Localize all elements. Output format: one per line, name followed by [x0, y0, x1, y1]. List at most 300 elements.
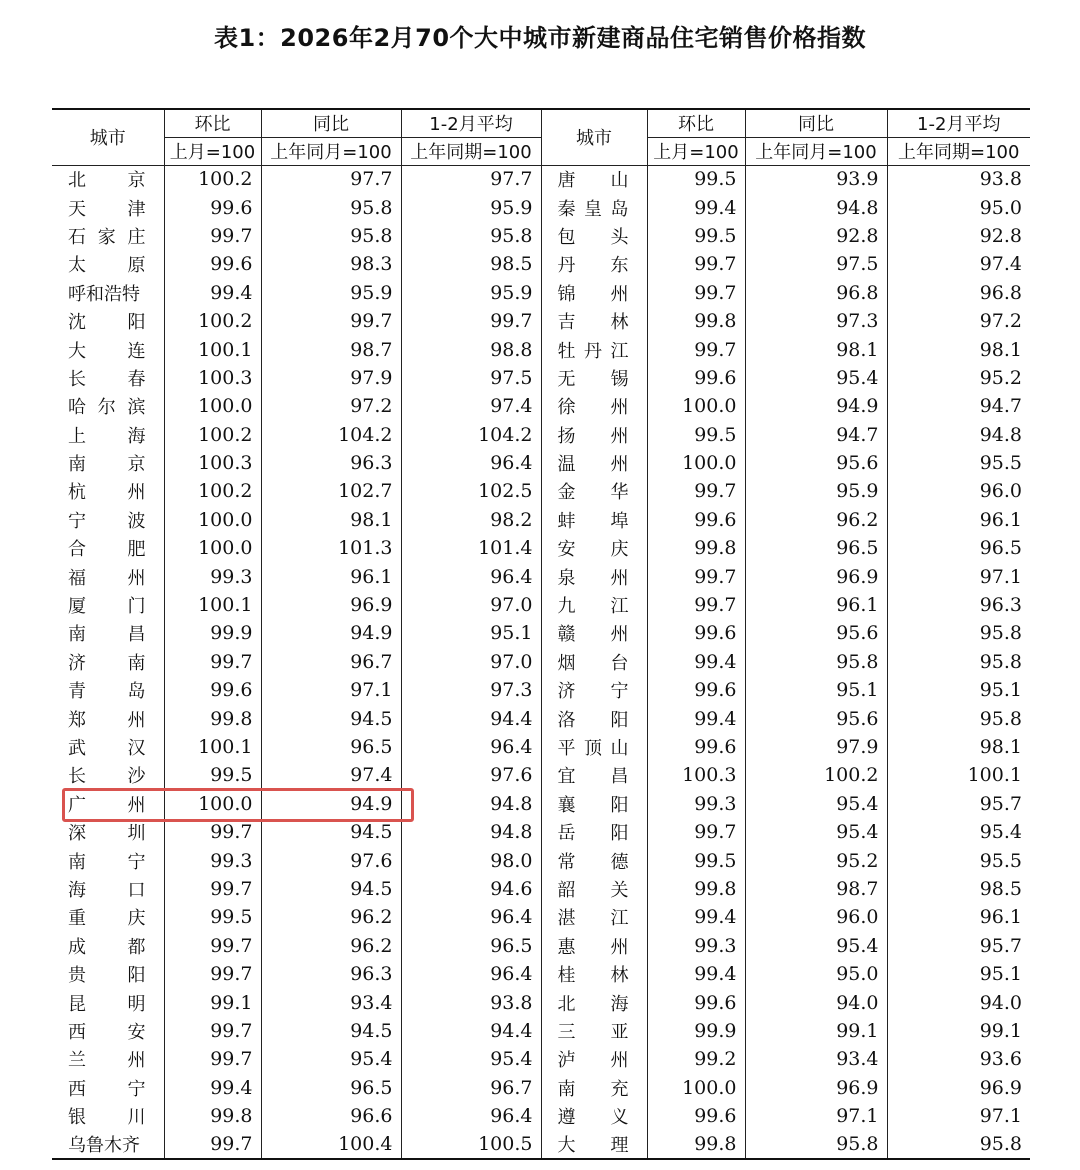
mom-value: 99.7 [647, 591, 745, 619]
city-name-cell [52, 165, 164, 193]
city-name: 大 连 [68, 340, 146, 362]
city-name-cell [541, 591, 647, 619]
yoy-value: 97.7 [261, 165, 401, 193]
mom-value: 99.7 [647, 250, 745, 278]
avg-value: 97.0 [401, 648, 541, 676]
city-name: 平 顶 山 [557, 738, 629, 759]
table-row [52, 1130, 1030, 1158]
yoy-value: 96.9 [745, 1074, 887, 1102]
mom-value: 99.6 [647, 1102, 745, 1130]
mom-value: 100.3 [164, 364, 261, 392]
city-name: 深 圳 [68, 823, 146, 845]
city-name: 济 南 [68, 652, 146, 674]
yoy-value: 95.8 [261, 193, 401, 221]
mom-value: 99.6 [647, 733, 745, 761]
yoy-value: 94.5 [261, 818, 401, 846]
city-name-cell [52, 449, 164, 477]
table-row [52, 988, 1030, 1016]
city-name: 乌 鲁 木 齐 [68, 1134, 140, 1156]
city-name-cell [52, 193, 164, 221]
table-row [52, 364, 1030, 392]
city-name: 武 汉 [68, 738, 146, 759]
city-name: 丹 东 [557, 255, 629, 277]
yoy-base-left: 上年同月=100 [261, 137, 401, 165]
city-name-cell [52, 1130, 164, 1158]
table-row [52, 960, 1030, 988]
avg-value: 95.2 [887, 364, 1030, 392]
yoy-value: 95.4 [745, 790, 887, 818]
city-name-cell [541, 704, 647, 732]
yoy-value: 96.2 [261, 932, 401, 960]
avg-value: 96.5 [887, 534, 1030, 562]
avg-value: 96.8 [887, 279, 1030, 307]
avg-value: 95.7 [887, 932, 1030, 960]
mom-value: 99.7 [647, 562, 745, 590]
table-row [52, 648, 1030, 676]
avg-value: 94.8 [887, 421, 1030, 449]
mom-value: 100.0 [647, 449, 745, 477]
city-name-cell [52, 932, 164, 960]
yoy-value: 94.7 [745, 421, 887, 449]
yoy-value: 97.4 [261, 761, 401, 789]
city-name-cell [52, 1017, 164, 1045]
mom-value: 99.7 [647, 279, 745, 307]
avg-value: 96.4 [401, 1102, 541, 1130]
yoy-value: 104.2 [261, 421, 401, 449]
avg-value: 96.4 [401, 449, 541, 477]
mom-value: 99.5 [164, 761, 261, 789]
yoy-value: 96.6 [261, 1102, 401, 1130]
city-name: 岳 阳 [557, 823, 629, 845]
avg-value: 98.5 [401, 250, 541, 278]
yoy-value: 95.8 [261, 222, 401, 250]
city-name: 扬 州 [557, 425, 629, 447]
city-name-cell [52, 903, 164, 931]
city-name: 秦 皇 岛 [557, 198, 629, 220]
city-name-cell [541, 790, 647, 818]
mom-value: 99.6 [647, 506, 745, 534]
avg-value: 101.4 [401, 534, 541, 562]
city-name-cell [541, 903, 647, 931]
avg-value: 96.3 [887, 591, 1030, 619]
city-name: 杭 州 [68, 482, 146, 504]
city-name-cell [541, 364, 647, 392]
yoy-value: 94.9 [745, 392, 887, 420]
table-row [52, 193, 1030, 221]
city-name: 兰 州 [68, 1050, 146, 1072]
table-row [52, 165, 1030, 193]
yoy-value: 95.4 [745, 364, 887, 392]
avg-value: 98.1 [887, 733, 1030, 761]
avg-value: 96.1 [887, 506, 1030, 534]
city-name: 沈 阳 [68, 312, 146, 334]
avg-value: 94.4 [401, 704, 541, 732]
mom-value: 100.0 [164, 790, 261, 818]
mom-value: 99.3 [647, 932, 745, 960]
city-name-cell [52, 648, 164, 676]
yoy-value: 96.5 [745, 534, 887, 562]
avg-value: 95.9 [401, 193, 541, 221]
city-name-cell [541, 279, 647, 307]
table-title: 表1：2026年2月70个大中城市新建商品住宅销售价格指数 [213, 24, 867, 52]
mom-value: 100.2 [164, 421, 261, 449]
yoy-value: 96.3 [261, 449, 401, 477]
avg-value: 98.0 [401, 846, 541, 874]
mom-value: 100.2 [164, 165, 261, 193]
city-name-cell [541, 1017, 647, 1045]
city-name: 韶 关 [557, 879, 629, 901]
mom-value: 99.5 [647, 421, 745, 449]
mom-value: 99.5 [647, 222, 745, 250]
yoy-value: 93.9 [745, 165, 887, 193]
mom-value: 99.6 [164, 250, 261, 278]
mom-value: 99.4 [164, 279, 261, 307]
avg-value: 99.7 [401, 307, 541, 335]
table-row [52, 1074, 1030, 1102]
mom-value: 99.3 [647, 790, 745, 818]
yoy-value: 97.9 [745, 733, 887, 761]
city-name-cell [541, 619, 647, 647]
mom-value: 99.8 [647, 534, 745, 562]
mom-value: 99.7 [164, 875, 261, 903]
city-name-cell [541, 506, 647, 534]
yoy-value: 95.4 [745, 932, 887, 960]
avg-value: 98.8 [401, 335, 541, 363]
avg-value: 97.0 [401, 591, 541, 619]
yoy-value: 93.4 [261, 988, 401, 1016]
mom-value: 99.8 [164, 704, 261, 732]
table-row [52, 932, 1030, 960]
avg-value: 95.1 [401, 619, 541, 647]
yoy-value: 95.0 [745, 960, 887, 988]
table-row [52, 250, 1030, 278]
city-name-cell [541, 222, 647, 250]
city-name-cell [52, 477, 164, 505]
yoy-value: 95.6 [745, 619, 887, 647]
city-name-cell [541, 335, 647, 363]
table-row [52, 704, 1030, 732]
yoy-value: 97.3 [745, 307, 887, 335]
avg-value: 100.1 [887, 761, 1030, 789]
avg-value: 95.8 [887, 1130, 1030, 1158]
city-name: 济 宁 [557, 681, 629, 703]
yoy-value: 94.0 [745, 988, 887, 1016]
city-name: 湛 江 [557, 908, 629, 930]
mom-value: 99.9 [647, 1017, 745, 1045]
city-name: 北 京 [68, 170, 146, 192]
avg-value: 96.1 [887, 903, 1030, 931]
yoy-value: 94.5 [261, 875, 401, 903]
city-name: 金 华 [557, 482, 629, 504]
mom-value: 99.4 [164, 1074, 261, 1102]
avg-value: 94.4 [401, 1017, 541, 1045]
yoy-value: 95.4 [261, 1045, 401, 1073]
mom-header-right: 环比 [647, 109, 745, 137]
city-name: 南 宁 [68, 851, 146, 873]
mom-value: 100.0 [164, 506, 261, 534]
yoy-value: 98.1 [745, 335, 887, 363]
table-row [52, 534, 1030, 562]
city-name: 西 安 [68, 1021, 146, 1043]
avg-value: 95.1 [887, 676, 1030, 704]
city-name-cell [52, 960, 164, 988]
mom-value: 99.6 [164, 676, 261, 704]
yoy-value: 100.2 [745, 761, 887, 789]
city-name: 常 德 [557, 851, 629, 873]
table-row [52, 818, 1030, 846]
mom-value: 99.7 [164, 648, 261, 676]
mom-value: 100.0 [647, 1074, 745, 1102]
city-name-cell [52, 279, 164, 307]
city-name-cell [52, 591, 164, 619]
city-name: 海 口 [68, 879, 146, 901]
city-name-cell [52, 506, 164, 534]
avg-value: 95.8 [401, 222, 541, 250]
mom-value: 100.1 [164, 335, 261, 363]
avg-value: 96.4 [401, 562, 541, 590]
mom-value: 99.8 [647, 307, 745, 335]
city-name: 泉 州 [557, 567, 629, 589]
city-name-cell [541, 846, 647, 874]
table-row [52, 903, 1030, 931]
avg-header-right: 1-2月平均 [887, 109, 1030, 137]
city-name: 桂 林 [557, 965, 629, 987]
avg-value: 97.4 [401, 392, 541, 420]
city-name: 西 宁 [68, 1078, 146, 1100]
avg-value: 99.1 [887, 1017, 1030, 1045]
mom-value: 99.6 [647, 619, 745, 647]
city-name-cell [541, 449, 647, 477]
city-name: 石 家 庄 [68, 226, 146, 248]
yoy-value: 99.7 [261, 307, 401, 335]
yoy-value: 98.7 [261, 335, 401, 363]
city-name-cell [541, 676, 647, 704]
yoy-value: 96.1 [261, 562, 401, 590]
avg-value: 98.5 [887, 875, 1030, 903]
yoy-header-right: 同比 [745, 109, 887, 137]
table-row [52, 392, 1030, 420]
yoy-value: 95.9 [745, 477, 887, 505]
city-name: 贵 阳 [68, 965, 146, 987]
yoy-value: 96.0 [745, 903, 887, 931]
city-name-cell [541, 818, 647, 846]
yoy-value: 94.5 [261, 1017, 401, 1045]
avg-value: 96.5 [401, 932, 541, 960]
city-name: 长 沙 [68, 766, 146, 788]
city-name: 惠 州 [557, 936, 629, 958]
mom-value: 99.6 [647, 364, 745, 392]
city-name: 福 州 [68, 567, 146, 589]
city-name-cell [52, 676, 164, 704]
city-name: 昆 明 [68, 993, 146, 1015]
avg-value: 97.1 [887, 562, 1030, 590]
city-name: 洛 阳 [557, 709, 629, 731]
yoy-value: 97.1 [261, 676, 401, 704]
city-name-cell [541, 875, 647, 903]
avg-value: 97.7 [401, 165, 541, 193]
table-row [52, 506, 1030, 534]
city-name-cell [541, 1130, 647, 1158]
city-name: 襄 阳 [557, 794, 629, 816]
city-name-cell [541, 421, 647, 449]
avg-value: 95.4 [401, 1045, 541, 1073]
mom-base-left: 上月=100 [164, 137, 261, 165]
city-name-cell [541, 932, 647, 960]
yoy-value: 96.1 [745, 591, 887, 619]
mom-value: 99.4 [647, 193, 745, 221]
mom-value: 100.0 [164, 534, 261, 562]
mom-value: 99.6 [647, 676, 745, 704]
city-name-cell [52, 1045, 164, 1073]
city-name: 锦 州 [557, 283, 629, 305]
city-name: 泸 州 [557, 1050, 629, 1072]
avg-value: 104.2 [401, 421, 541, 449]
table-row [52, 222, 1030, 250]
avg-value: 94.8 [401, 790, 541, 818]
city-name: 长 春 [68, 368, 146, 390]
city-name: 温 州 [557, 454, 629, 476]
city-name-cell [541, 1045, 647, 1073]
yoy-value: 96.2 [261, 903, 401, 931]
mom-value: 99.6 [164, 193, 261, 221]
table-body [52, 165, 1030, 1159]
mom-value: 99.5 [647, 165, 745, 193]
city-name-cell [541, 733, 647, 761]
mom-value: 100.2 [164, 477, 261, 505]
mom-value: 99.4 [647, 903, 745, 931]
city-name: 郑 州 [68, 709, 146, 731]
avg-value: 96.9 [887, 1074, 1030, 1102]
city-name-cell [541, 534, 647, 562]
city-name: 九 江 [557, 596, 629, 618]
yoy-value: 101.3 [261, 534, 401, 562]
city-name: 青 岛 [68, 681, 146, 703]
avg-value: 95.5 [887, 449, 1030, 477]
city-name-cell [52, 392, 164, 420]
table-row [52, 733, 1030, 761]
yoy-value: 97.2 [261, 392, 401, 420]
city-name-cell [52, 534, 164, 562]
table-row [52, 591, 1030, 619]
avg-value: 94.8 [401, 818, 541, 846]
avg-value: 95.7 [887, 790, 1030, 818]
city-name-cell [541, 761, 647, 789]
avg-base-left: 上年同期=100 [401, 137, 541, 165]
mom-value: 99.7 [647, 335, 745, 363]
mom-value: 99.7 [164, 1045, 261, 1073]
yoy-value: 99.1 [745, 1017, 887, 1045]
table-row [52, 1102, 1030, 1130]
city-name: 赣 州 [557, 624, 629, 646]
avg-value: 93.8 [401, 988, 541, 1016]
city-name: 南 昌 [68, 624, 146, 646]
mom-value: 100.2 [164, 307, 261, 335]
city-name: 呼 和 浩 特 [68, 283, 140, 305]
city-name: 烟 台 [557, 652, 629, 674]
mom-value: 99.3 [164, 846, 261, 874]
city-name: 合 肥 [68, 539, 146, 561]
table-row [52, 421, 1030, 449]
mom-value: 99.7 [164, 1130, 261, 1158]
avg-value: 98.1 [887, 335, 1030, 363]
yoy-value: 97.1 [745, 1102, 887, 1130]
avg-value: 96.4 [401, 903, 541, 931]
table-row [52, 335, 1030, 363]
yoy-value: 94.8 [745, 193, 887, 221]
yoy-value: 97.9 [261, 364, 401, 392]
yoy-value: 100.4 [261, 1130, 401, 1158]
avg-value: 97.2 [887, 307, 1030, 335]
city-name-cell [541, 165, 647, 193]
yoy-base-right: 上年同月=100 [745, 137, 887, 165]
city-name-cell [52, 988, 164, 1016]
avg-value: 96.7 [401, 1074, 541, 1102]
mom-value: 100.3 [647, 761, 745, 789]
mom-value: 99.8 [164, 1102, 261, 1130]
avg-value: 95.4 [887, 818, 1030, 846]
avg-value: 102.5 [401, 477, 541, 505]
city-name: 包 头 [557, 226, 629, 248]
city-name: 太 原 [68, 255, 146, 277]
avg-value: 92.8 [887, 222, 1030, 250]
city-name-cell [541, 648, 647, 676]
city-name: 遵 义 [557, 1107, 629, 1129]
city-name-cell [52, 335, 164, 363]
yoy-value: 102.7 [261, 477, 401, 505]
avg-value: 97.1 [887, 1102, 1030, 1130]
city-name: 唐 山 [557, 170, 629, 192]
avg-value: 97.3 [401, 676, 541, 704]
mom-value: 99.2 [647, 1045, 745, 1073]
mom-base-right: 上月=100 [647, 137, 745, 165]
avg-header-left: 1-2月平均 [401, 109, 541, 137]
table-row [52, 562, 1030, 590]
mom-value: 99.7 [647, 818, 745, 846]
mom-value: 99.7 [164, 222, 261, 250]
table-row [52, 307, 1030, 335]
mom-value: 99.6 [647, 988, 745, 1016]
city-name-cell [541, 250, 647, 278]
mom-value: 99.8 [647, 875, 745, 903]
city-name: 北 海 [557, 993, 629, 1015]
yoy-value: 95.8 [745, 1130, 887, 1158]
yoy-value: 95.8 [745, 648, 887, 676]
mom-value: 99.7 [164, 932, 261, 960]
mom-value: 99.5 [164, 903, 261, 931]
city-header-right: 城市 [541, 109, 647, 165]
city-name: 牡 丹 江 [557, 340, 629, 362]
mom-value: 99.9 [164, 619, 261, 647]
avg-value: 96.4 [401, 733, 541, 761]
city-name-cell [541, 477, 647, 505]
city-name: 厦 门 [68, 596, 146, 618]
avg-value: 93.8 [887, 165, 1030, 193]
avg-value: 93.6 [887, 1045, 1030, 1073]
city-name-cell [541, 193, 647, 221]
table-header [52, 109, 1030, 165]
city-name: 南 京 [68, 454, 146, 476]
table-row [52, 279, 1030, 307]
avg-value: 97.4 [887, 250, 1030, 278]
city-name-cell [52, 704, 164, 732]
mom-value: 99.8 [647, 1130, 745, 1158]
yoy-value: 95.4 [745, 818, 887, 846]
city-name: 成 都 [68, 936, 146, 958]
yoy-value: 96.9 [261, 591, 401, 619]
table-row [52, 761, 1030, 789]
yoy-value: 98.7 [745, 875, 887, 903]
avg-value: 95.1 [887, 960, 1030, 988]
